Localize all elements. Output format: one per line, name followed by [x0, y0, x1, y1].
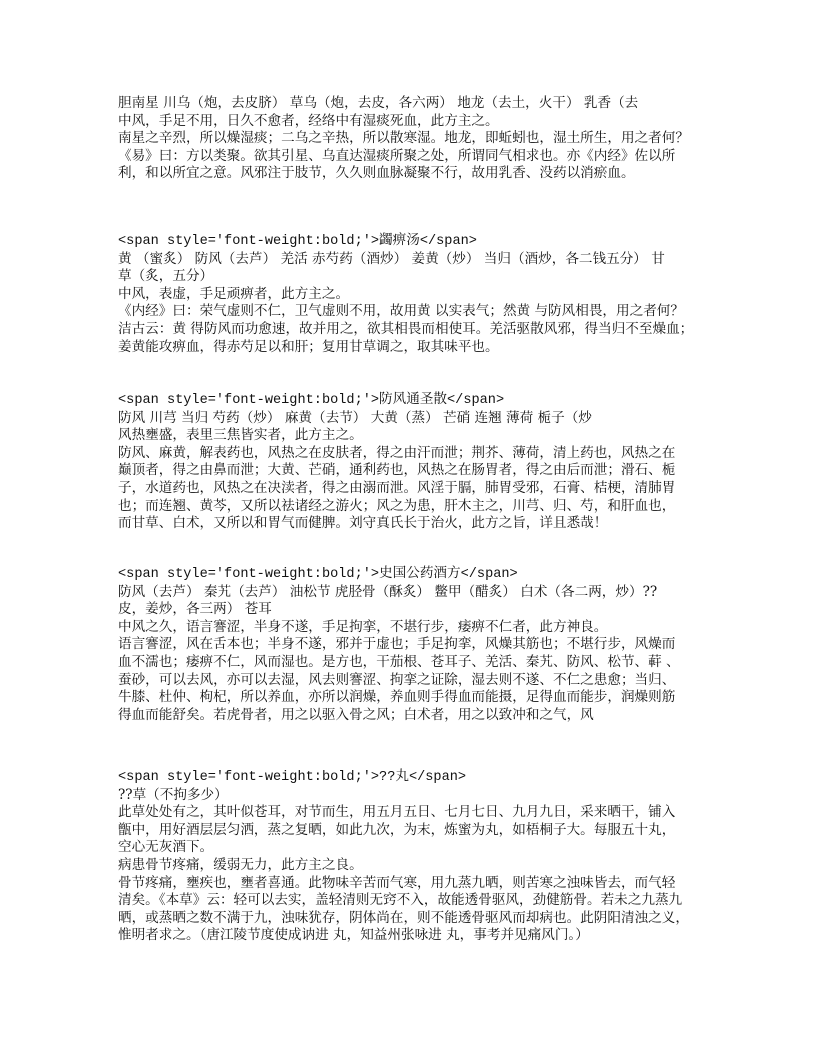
text-line: 晒，或蒸晒之数不满于九，浊味犹存，阴体尚在，则不能透骨驱风而却病也。此阴阳清浊之义， — [118, 909, 689, 926]
text-line: 《易》曰：方以类聚。欲其引星、乌直达湿痰所聚之处，所谓同气相求也。亦《内经》佐以所 — [118, 147, 676, 164]
text-line: 洁古云：黄 得防风而功愈速，故并用之，欲其相畏而相使耳。羌活驱散风邪，得当归不至燥血； — [118, 320, 694, 337]
text-line: 巅顶者，得之由鼻而泄；大黄、芒硝，通利药也，风热之在肠胃者，得之由后而泄；滑石、栀 — [118, 462, 676, 479]
text-line: 惟明者求之。（唐江陵节度使成讷进 丸，知益州张咏进 丸，事考并见痛风门。） — [118, 927, 589, 944]
text-line: 胆南星 川乌（炮，去皮脐） 草乌（炮，去皮，各六两） 地龙（去土，火干） 乳香（去 — [118, 95, 639, 111]
text-line: 空心无灰酒下。 — [118, 839, 214, 856]
text-line: 皮，姜炒，各三两） 苍耳 — [118, 601, 272, 618]
section-xixian-wan — [118, 769, 718, 945]
text-line: 而甘草、白术，又所以和胃气而健脾。刘守真氏长于治火，此方之旨，详且悉哉！ — [118, 515, 608, 532]
text-line: 得血而能舒矣。若虎骨者，用之以驱入骨之风；白术者，用之以致冲和之气，风 — [118, 706, 594, 723]
text-line: 中风之久，语言謇涩，半身不遂，手足拘挛，不堪行步，痿痹不仁者，此方神良。 — [118, 618, 608, 635]
section-shiguogong-yaojiu-fang — [118, 566, 718, 724]
text-line: 防风（去芦） 秦艽（去芦） 油松节 虎胫骨（酥炙） 鳖甲（醋炙） 白术（各二两，炒）?? — [118, 583, 658, 600]
text-line: 姜黄能攻痹血，得赤芍足以和肝；复用甘草调之，取其味平也。 — [118, 338, 499, 355]
text-line: 风热壅盛，表里三焦皆实者，此方主之。 — [118, 427, 363, 444]
section-heading: <span style='font-weight:bold;'>蠲痹汤</span> — [118, 234, 477, 249]
section-heading: <span style='font-weight:bold;'>??丸</span> — [118, 770, 467, 785]
text-line: 病患骨节疼痛，缓弱无力，此方主之良。 — [118, 856, 363, 873]
text-line: 也；而连翘、黄芩，又所以祛诸经之游火；风之为患，肝木主之，川芎、归、芍，和肝血也， — [118, 497, 676, 514]
text-line: 中风，表虚，手足顽痹者，此方主之。 — [118, 285, 350, 302]
text-line: 黄 （蜜炙） 防风（去芦） 羌活 赤芍药（酒炒） 姜黄（炒） 当归（酒炒，各二钱五分） 甘 — [118, 250, 665, 267]
text-line: 此草处处有之，其叶似苍耳，对节而生，用五月五日、七月七日、九月九日，采来晒干，铺入 — [118, 804, 676, 821]
section-juanbi-tang — [118, 233, 718, 356]
text-line: 清矣。《本草》云：轻可以去实，盖轻清则无窍不入，故能透骨驱风，劲健筋骨。若未之九蒸九 — [118, 892, 683, 909]
section-formula-1 — [118, 95, 718, 183]
text-line: 甑中，用好酒层层匀洒，蒸之复晒，如此九次，为末，炼蜜为丸，如梧桐子大。每服五十丸， — [118, 821, 676, 838]
text-line: 利，和以所宜之意。风邪注于肢节，久久则血脉凝聚不行，故用乳香、没药以消瘀血。 — [118, 165, 635, 182]
text-line: ??草（不拘多少） — [118, 786, 228, 803]
text-line: 防风 川芎 当归 芍药（炒） 麻黄（去节） 大黄（蒸） 芒硝 连翘 薄荷 栀子（炒 — [118, 409, 592, 426]
text-line: 《内经》曰：荣气虚则不仁，卫气虚则不用，故用黄 以实表气；然黄 与防风相畏，用之者何？ — [118, 303, 684, 320]
text-line: 蚕砂，可以去风，亦可以去湿，风去则謇涩、拘挛之证除，湿去则不遂、不仁之患愈；当归、 — [118, 671, 676, 688]
section-fangfeng-tongsheng-san — [118, 392, 718, 533]
text-line: 血不濡也；痿痹不仁，风而湿也。是方也，干茄根、苍耳子、羌活、秦艽、防风、松节、蓒 、 — [118, 653, 680, 670]
text-line: 子，水道药也，风热之在决渎者，得之由溺而泄。风淫于膈，肺胃受邪，石膏、桔梗，清肺胃 — [118, 479, 676, 496]
text-line: 南星之辛烈，所以燥湿痰；二乌之辛热，所以散寒湿。地龙，即蚯蚓也，湿土所生，用之者何？ — [118, 130, 689, 147]
text-line: 中风，手足不用，日久不愈者，经络中有湿痰死血，此方主之。 — [118, 112, 499, 129]
text-line: 骨节疼痛，壅疾也，壅者喜通。此物味辛苦而气寒，用九蒸九晒，则苦寒之浊味皆去，而气轻 — [118, 874, 676, 891]
text-line: 草（炙，五分） — [118, 268, 214, 285]
text-line: 语言謇涩，风在舌本也；半身不遂，邪并于虚也；手足拘挛，风燥其筋也；不堪行步，风燥而 — [118, 636, 676, 653]
text-line: 牛膝、杜仲、枸杞，所以养血，亦所以润燥，养血则手得血而能摄，足得血而能步，润燥则筋 — [118, 689, 676, 706]
section-heading: <span style='font-weight:bold;'>史国公药酒方</span> — [118, 567, 518, 582]
section-heading: <span style='font-weight:bold;'>防风通圣散</span> — [118, 393, 505, 408]
text-line: 防风、麻黄，解表药也，风热之在皮肤者，得之由汗而泄；荆芥、薄荷，清上药也，风热之在 — [118, 444, 676, 461]
